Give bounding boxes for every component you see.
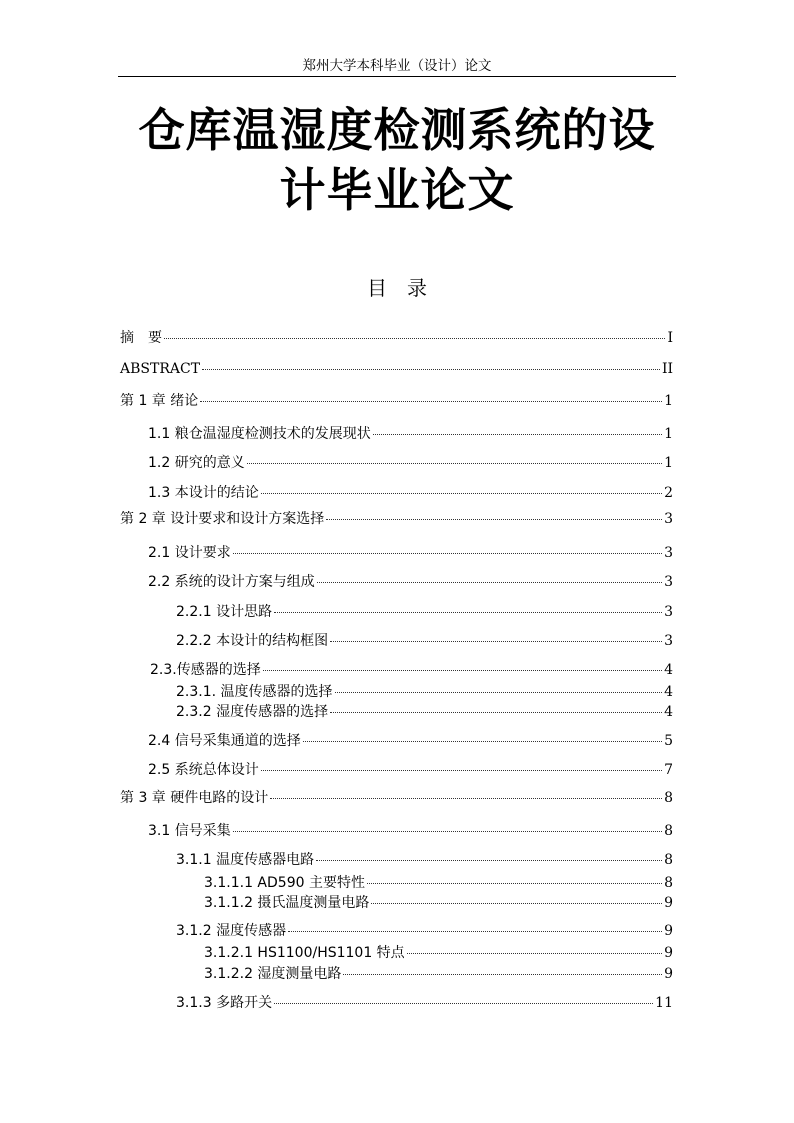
toc-entry-2-4[interactable]: [148, 732, 673, 750]
running-header: 郑州大学本科毕业（设计）论文: [302, 58, 492, 74]
toc-entry-label: 3.1.2.1 HS1100/HS1101 特点: [204, 945, 405, 961]
toc-entry-label: 摘 要: [120, 330, 162, 346]
toc-entry-3-1-2-1[interactable]: [204, 944, 673, 962]
toc-entry-2-2[interactable]: [148, 573, 673, 591]
toc-entry-page: 9: [664, 945, 673, 961]
toc-entry-page: 9: [664, 966, 673, 982]
toc-leader: [247, 463, 662, 464]
toc-entry-label: 1.3 本设计的结论: [148, 485, 259, 501]
toc-entry-page: I: [667, 330, 673, 346]
toc-entry-2-3-2[interactable]: [176, 703, 673, 721]
toc-entry-label: 2.3.传感器的选择: [150, 662, 261, 678]
toc-leader: [202, 369, 660, 370]
toc-entry-page: 9: [664, 923, 673, 939]
toc-entry-page: 5: [664, 733, 673, 749]
toc-entry-page: 3: [664, 574, 673, 590]
toc-entry-label: 1.1 粮仓温湿度检测技术的发展现状: [148, 426, 371, 442]
toc-leader: [233, 831, 662, 832]
toc-entry-label: 第 2 章 设计要求和设计方案选择: [120, 511, 325, 527]
toc-entry-page: 1: [664, 393, 673, 409]
toc-entry-label: ABSTRACT: [120, 361, 201, 377]
toc-entry-label: 2.4 信号采集通道的选择: [148, 733, 301, 749]
toc-leader: [270, 798, 662, 799]
toc-entry-label: 3.1 信号采集: [148, 823, 231, 839]
toc-entry-label: 2.2.1 设计思路: [176, 604, 273, 620]
toc-entry-label: 3.1.1.2 摄氏温度测量电路: [204, 895, 370, 911]
toc-leader: [407, 953, 662, 954]
toc-leader: [317, 582, 662, 583]
toc-entry-page: 11: [655, 995, 673, 1011]
toc-entry-label: 2.2 系统的设计方案与组成: [148, 574, 315, 590]
toc-leader: [330, 641, 662, 642]
toc-entry-label: 3.1.1.1 AD590 主要特性: [204, 875, 365, 891]
toc-entry-page: 8: [664, 790, 673, 806]
toc-leader: [335, 692, 663, 693]
toc-entry-page: 8: [664, 852, 673, 868]
toc-entry-page: 3: [664, 511, 673, 527]
toc-entry-label: 3.1.1 温度传感器电路: [176, 852, 315, 868]
toc-entry-2-2-2[interactable]: [176, 632, 673, 650]
toc-leader: [373, 434, 662, 435]
toc-entry-label: 3.1.2.2 湿度测量电路: [204, 966, 342, 982]
toc-entry-page: 8: [664, 823, 673, 839]
toc-leader: [330, 712, 662, 713]
toc-entry-label: 2.1 设计要求: [148, 545, 231, 561]
toc-entry-3-1-1-1[interactable]: [204, 874, 673, 892]
toc-entry-label: 3.1.3 多路开关: [176, 995, 273, 1011]
toc-entry-abstract-cn[interactable]: [120, 329, 673, 347]
toc-entry-chapter-2[interactable]: [120, 510, 673, 528]
toc-entry-label: 1.2 研究的意义: [148, 455, 245, 471]
toc-leader: [303, 741, 662, 742]
toc-leader: [274, 1003, 653, 1004]
toc-entry-page: II: [661, 361, 673, 377]
toc-entry-2-2-1[interactable]: [176, 603, 673, 621]
toc-entry-chapter-3[interactable]: [120, 789, 673, 807]
toc-entry-2-3[interactable]: [150, 661, 673, 679]
toc-entry-page: 1: [664, 455, 673, 471]
toc-entry-label: 2.3.2 湿度传感器的选择: [176, 704, 329, 720]
toc-leader: [200, 401, 662, 402]
toc-entry-3-1[interactable]: [148, 822, 673, 840]
toc-entry-page: 7: [664, 762, 673, 778]
toc-entry-2-1[interactable]: [148, 544, 673, 562]
toc-leader: [326, 519, 662, 520]
toc-leader: [367, 883, 662, 884]
toc-entry-page: 3: [664, 604, 673, 620]
toc-entry-page: 2: [664, 485, 673, 501]
toc-entry-page: 4: [664, 704, 673, 720]
toc-leader: [263, 670, 662, 671]
toc-leader: [343, 974, 662, 975]
title-line-2: 计毕业论文: [279, 163, 515, 217]
toc-entry-label: 3.1.2 湿度传感器: [176, 923, 287, 939]
toc-leader: [274, 612, 662, 613]
toc-entry-2-5[interactable]: [148, 761, 673, 779]
toc-entry-page: 1: [664, 426, 673, 442]
toc-entry-page: 3: [664, 545, 673, 561]
toc-leader: [371, 903, 662, 904]
toc-entry-page: 9: [664, 895, 673, 911]
toc-entry-3-1-2[interactable]: [176, 922, 673, 940]
toc-heading: 目录: [367, 276, 447, 300]
toc-entry-page: 4: [664, 684, 673, 700]
toc-leader: [164, 338, 665, 339]
title-line-1: 仓库温湿度检测系统的设: [138, 103, 656, 157]
toc-entry-3-1-3[interactable]: [176, 994, 673, 1012]
toc-leader: [233, 553, 662, 554]
toc-entry-page: 4: [664, 662, 673, 678]
toc-entry-2-3-1[interactable]: [176, 683, 673, 701]
toc-entry-label: 2.3.1. 温度传感器的选择: [176, 684, 333, 700]
toc-entry-label: 2.5 系统总体设计: [148, 762, 259, 778]
toc-entry-1-2[interactable]: [148, 454, 673, 472]
toc-entry-3-1-1-2[interactable]: [204, 894, 673, 912]
toc-entry-3-1-2-2[interactable]: [204, 965, 673, 983]
toc-entry-abstract-en[interactable]: [120, 360, 673, 378]
toc-entry-1-3[interactable]: [148, 484, 673, 502]
toc-entry-label: 第 1 章 绪论: [120, 393, 199, 409]
toc-leader: [261, 770, 662, 771]
toc-entry-label: 第 3 章 硬件电路的设计: [120, 790, 269, 806]
toc-leader: [261, 493, 662, 494]
toc-entry-page: 8: [664, 875, 673, 891]
toc-entry-page: 3: [664, 633, 673, 649]
toc-entry-chapter-1[interactable]: [120, 392, 673, 410]
toc-entry-3-1-1[interactable]: [176, 851, 673, 869]
toc-entry-label: 2.2.2 本设计的结构框图: [176, 633, 329, 649]
toc-entry-1-1[interactable]: [148, 425, 673, 443]
toc-leader: [316, 860, 662, 861]
toc-leader: [288, 931, 662, 932]
